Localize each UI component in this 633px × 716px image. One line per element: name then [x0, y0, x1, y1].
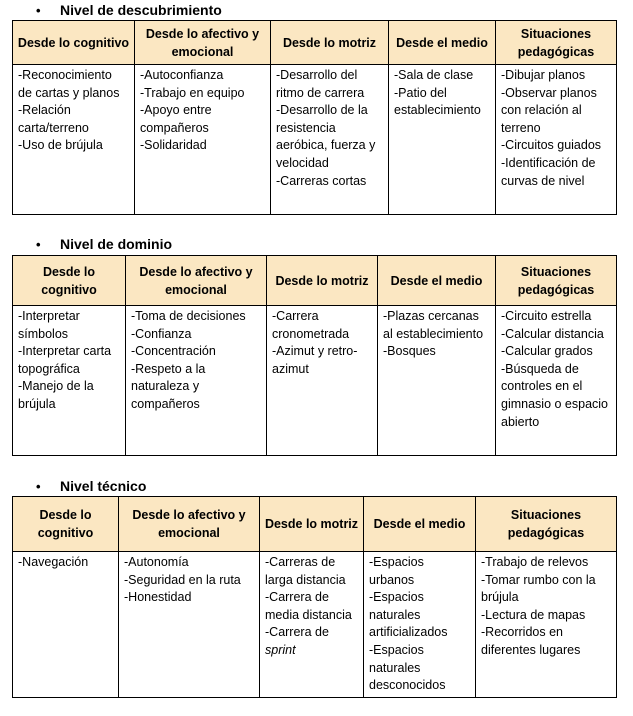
header-medio: Desde el medio [389, 21, 496, 65]
table-descubrimiento [12, 20, 617, 215]
header-afectivo: Desde lo afectivo y emocional [119, 497, 260, 552]
cell-medio: -Espacios urbanos -Espacios naturales artificializados -Espacios naturales desconocidos [364, 552, 476, 698]
header-cognitivo: Desde lo cognitivo [13, 21, 135, 65]
section-heading-descubrimiento [36, 2, 222, 19]
cell-cognitivo: -Navegación [13, 552, 119, 698]
section-title: Nivel de descubrimiento [60, 2, 222, 18]
section-title: Nivel técnico [60, 478, 147, 494]
cell-motriz: -Carrera cronometrada -Azimut y retro-azimut [267, 306, 378, 456]
bullet-icon: • [36, 479, 41, 494]
table-dominio [12, 255, 617, 456]
cell-cognitivo: -Reconocimiento de cartas y planos -Relación carta/terreno -Uso de brújula [13, 65, 135, 215]
header-motriz: Desde lo motriz [271, 21, 389, 65]
cell-situaciones: -Dibujar planos -Observar planos con relación al terreno -Circuitos guiados -Identificación de curvas de nivel [496, 65, 617, 215]
cell-situaciones: -Trabajo de relevos -Tomar rumbo con la brújula -Lectura de mapas -Recorridos en diferentes lugares [476, 552, 617, 698]
bullet-icon: • [36, 237, 41, 252]
header-motriz: Desde lo motriz [260, 497, 364, 552]
bullet-icon: • [36, 3, 41, 18]
header-cognitivo: Desde lo cognitivo [13, 497, 119, 552]
header-situaciones: Situaciones pedagógicas [496, 21, 617, 65]
cell-motriz: -Carreras de larga distancia -Carrera de media distancia -Carrera de sprint [260, 552, 364, 698]
header-medio: Desde el medio [378, 256, 496, 306]
header-situaciones: Situaciones pedagógicas [496, 256, 617, 306]
cell-medio: -Plazas cercanas al establecimiento -Bosques [378, 306, 496, 456]
header-afectivo: Desde lo afectivo y emocional [135, 21, 271, 65]
header-afectivo: Desde lo afectivo y emocional [126, 256, 267, 306]
section-title: Nivel de dominio [60, 236, 173, 252]
section-heading-dominio [36, 236, 172, 253]
cell-motriz: -Desarrollo del ritmo de carrera -Desarrollo de la resistencia aeróbica, fuerza y velocidad -Carreras cortas [271, 65, 389, 215]
cell-situaciones: -Circuito estrella -Calcular distancia -Calcular grados -Búsqueda de controles en el gimnasio o espacio abierto [496, 306, 617, 456]
cell-cognitivo: -Interpretar símbolos -Interpretar carta topográfica -Manejo de la brújula [13, 306, 126, 456]
table-tecnico [12, 496, 617, 698]
header-medio: Desde el medio [364, 497, 476, 552]
cell-afectivo: -Autoconfianza -Trabajo en equipo -Apoyo entre compañeros -Solidaridad [135, 65, 271, 215]
header-cognitivo: Desde lo cognitivo [13, 256, 126, 306]
section-heading-tecnico [36, 478, 146, 495]
cell-medio: -Sala de clase -Patio del establecimiento [389, 65, 496, 215]
cell-afectivo: -Autonomía -Seguridad en la ruta -Honestidad [119, 552, 260, 698]
header-situaciones: Situaciones pedagógicas [476, 497, 617, 552]
header-motriz: Desde lo motriz [267, 256, 378, 306]
cell-afectivo: -Toma de decisiones -Confianza -Concentración -Respeto a la naturaleza y compañeros [126, 306, 267, 456]
